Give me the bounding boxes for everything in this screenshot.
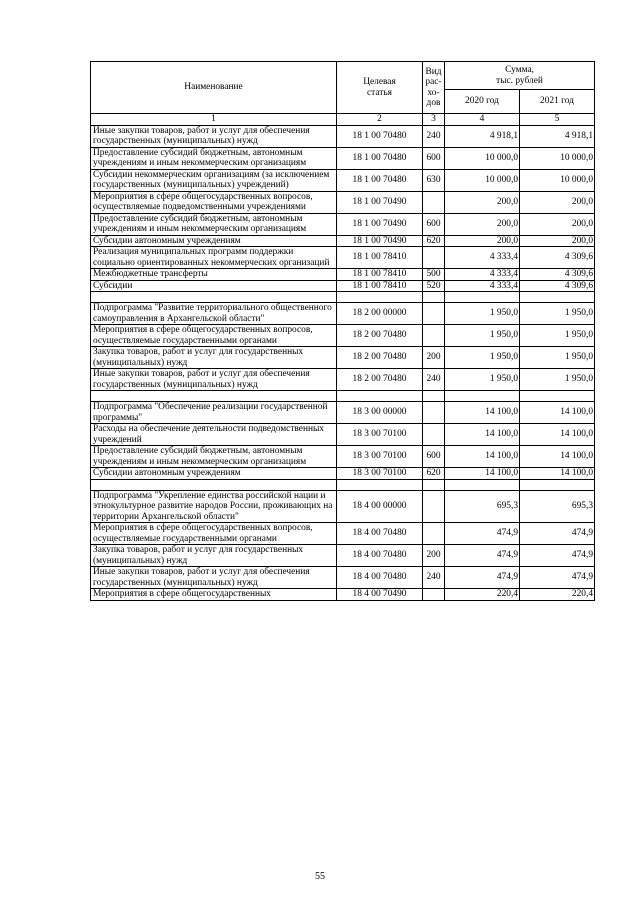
table-row xyxy=(91,269,595,281)
column-numbers-row xyxy=(91,114,595,126)
spacer-cell xyxy=(445,479,520,490)
cell-target-article: 18 1 00 70490 xyxy=(337,235,423,247)
cell-sum-2020: 14 100,0 xyxy=(445,468,520,480)
table-row xyxy=(91,325,595,347)
cell-expense-type xyxy=(423,247,445,269)
cell-target-article: 18 3 00 70100 xyxy=(337,468,423,480)
cell-target-article: 18 1 00 70490 xyxy=(337,213,423,235)
cell-sum-2021: 10 000,0 xyxy=(520,147,595,169)
cell-sum-2020: 4 333,4 xyxy=(445,247,520,269)
spacer-row xyxy=(91,292,595,303)
cell-name: Иные закупки товаров, работ и услуг для обеспечения государственных (муниципальных) нужд xyxy=(91,369,337,391)
cell-sum-2021: 14 100,0 xyxy=(520,402,595,424)
cell-name: Предоставление субсидий бюджетным, автономным учреждениям и иным некоммерческим организациям xyxy=(91,147,337,169)
table-header xyxy=(91,62,595,126)
cell-expense-type xyxy=(423,191,445,213)
cell-sum-2021: 4 918,1 xyxy=(520,125,595,147)
cell-target-article: 18 2 00 70480 xyxy=(337,369,423,391)
cell-expense-type xyxy=(423,490,445,523)
cell-target-article: 18 3 00 70100 xyxy=(337,424,423,446)
budget-table xyxy=(90,61,595,601)
cell-sum-2021: 1 950,0 xyxy=(520,303,595,325)
cell-name: Предоставление субсидий бюджетным, автономным учреждениям и иным некоммерческим организациям xyxy=(91,213,337,235)
cell-expense-type: 200 xyxy=(423,545,445,567)
cell-target-article: 18 4 00 70480 xyxy=(337,523,423,545)
spacer-cell xyxy=(91,479,337,490)
cell-expense-type: 620 xyxy=(423,235,445,247)
cell-target-article: 18 1 00 70480 xyxy=(337,125,423,147)
cell-target-article: 18 1 00 78410 xyxy=(337,247,423,269)
table-row xyxy=(91,589,595,601)
header-type-line3: хо- xyxy=(427,87,440,98)
cell-name: Иные закупки товаров, работ и услуг для обеспечения государственных (муниципальных) нужд xyxy=(91,125,337,147)
spacer-cell xyxy=(91,292,337,303)
header-target-line2: статья xyxy=(367,87,392,98)
table-row xyxy=(91,125,595,147)
cell-name: Подпрограмма "Развитие территориального общественного самоуправления в Архангельской области" xyxy=(91,303,337,325)
header-type-line1: Вид xyxy=(425,66,442,77)
cell-sum-2020: 474,9 xyxy=(445,523,520,545)
cell-expense-type: 520 xyxy=(423,280,445,292)
cell-expense-type: 240 xyxy=(423,125,445,147)
cell-sum-2021: 220,4 xyxy=(520,589,595,601)
spacer-row xyxy=(91,479,595,490)
header-sum-line1: Сумма, xyxy=(505,65,534,75)
table-row xyxy=(91,213,595,235)
subprogram-row xyxy=(91,490,595,523)
cell-target-article: 18 1 00 70490 xyxy=(337,191,423,213)
cell-sum-2021: 200,0 xyxy=(520,213,595,235)
cell-target-article: 18 2 00 00000 xyxy=(337,303,423,325)
table-row xyxy=(91,424,595,446)
header-name: Наименование xyxy=(91,62,337,114)
cell-target-article: 18 1 00 78410 xyxy=(337,280,423,292)
cell-target-article: 18 4 00 70480 xyxy=(337,545,423,567)
table-row xyxy=(91,567,595,589)
header-type-line2: рас- xyxy=(425,77,442,87)
cell-sum-2020: 10 000,0 xyxy=(445,169,520,191)
cell-sum-2021: 474,9 xyxy=(520,545,595,567)
cell-name: Субсидии автономным учреждениям xyxy=(91,468,337,480)
cell-expense-type: 240 xyxy=(423,369,445,391)
cell-sum-2020: 200,0 xyxy=(445,235,520,247)
cell-sum-2020: 14 100,0 xyxy=(445,446,520,468)
col-num-4: 4 xyxy=(445,114,520,126)
cell-target-article: 18 1 00 78410 xyxy=(337,269,423,281)
cell-sum-2020: 14 100,0 xyxy=(445,402,520,424)
cell-name: Субсидии некоммерческим организациям (за исключением государственных (муниципальных) учреждений) xyxy=(91,169,337,191)
table-row xyxy=(91,247,595,269)
page-number: 55 xyxy=(315,871,325,882)
cell-expense-type xyxy=(423,325,445,347)
cell-expense-type: 500 xyxy=(423,269,445,281)
cell-name: Закупка товаров, работ и услуг для государственных (муниципальных) нужд xyxy=(91,545,337,567)
cell-expense-type: 620 xyxy=(423,468,445,480)
table-row xyxy=(91,446,595,468)
cell-expense-type: 240 xyxy=(423,567,445,589)
header-type-line4: дов xyxy=(426,98,441,108)
spacer-cell xyxy=(337,292,423,303)
cell-sum-2020: 1 950,0 xyxy=(445,303,520,325)
cell-target-article: 18 4 00 70490 xyxy=(337,589,423,601)
spacer-cell xyxy=(423,391,445,402)
col-num-1: 1 xyxy=(91,114,337,126)
cell-sum-2021: 1 950,0 xyxy=(520,325,595,347)
header-target-article xyxy=(337,62,423,114)
cell-sum-2021: 14 100,0 xyxy=(520,424,595,446)
table-row xyxy=(91,191,595,213)
subprogram-row xyxy=(91,402,595,424)
header-year-2021: 2021 год xyxy=(520,90,595,114)
cell-sum-2020: 10 000,0 xyxy=(445,147,520,169)
header-sum xyxy=(445,62,595,90)
table-row xyxy=(91,280,595,292)
cell-name: Закупка товаров, работ и услуг для государственных (муниципальных) нужд xyxy=(91,347,337,369)
cell-expense-type xyxy=(423,589,445,601)
spacer-cell xyxy=(337,391,423,402)
spacer-cell xyxy=(445,292,520,303)
table-body xyxy=(91,125,595,600)
cell-name: Мероприятия в сфере общегосударственных вопросов, осуществляемые подведомственными учреждениями xyxy=(91,191,337,213)
spacer-cell xyxy=(423,479,445,490)
cell-sum-2020: 220,4 xyxy=(445,589,520,601)
header-year-2020: 2020 год xyxy=(445,90,520,114)
cell-sum-2021: 10 000,0 xyxy=(520,169,595,191)
cell-sum-2021: 14 100,0 xyxy=(520,446,595,468)
cell-sum-2020: 4 333,4 xyxy=(445,280,520,292)
cell-expense-type: 630 xyxy=(423,169,445,191)
cell-sum-2020: 1 950,0 xyxy=(445,347,520,369)
cell-sum-2020: 474,9 xyxy=(445,545,520,567)
cell-sum-2020: 474,9 xyxy=(445,567,520,589)
cell-sum-2021: 4 309,6 xyxy=(520,247,595,269)
cell-sum-2020: 200,0 xyxy=(445,191,520,213)
spacer-cell xyxy=(520,391,595,402)
cell-sum-2021: 200,0 xyxy=(520,191,595,213)
cell-target-article: 18 4 00 70480 xyxy=(337,567,423,589)
cell-name: Реализация муниципальных программ поддержки социально ориентированных некоммерческих организаций xyxy=(91,247,337,269)
spacer-cell xyxy=(445,391,520,402)
cell-target-article: 18 4 00 00000 xyxy=(337,490,423,523)
table-row xyxy=(91,147,595,169)
cell-sum-2020: 14 100,0 xyxy=(445,424,520,446)
spacer-cell xyxy=(520,479,595,490)
cell-expense-type: 600 xyxy=(423,213,445,235)
spacer-cell xyxy=(337,479,423,490)
cell-name: Предоставление субсидий бюджетным, автономным учреждениям и иным некоммерческим организациям xyxy=(91,446,337,468)
cell-name: Иные закупки товаров, работ и услуг для обеспечения государственных (муниципальных) нужд xyxy=(91,567,337,589)
table-row xyxy=(91,369,595,391)
col-num-5: 5 xyxy=(520,114,595,126)
header-expense-type xyxy=(423,62,445,114)
cell-sum-2021: 474,9 xyxy=(520,523,595,545)
cell-name: Субсидии xyxy=(91,280,337,292)
table-row xyxy=(91,468,595,480)
cell-expense-type xyxy=(423,523,445,545)
cell-sum-2021: 200,0 xyxy=(520,235,595,247)
cell-sum-2020: 695,3 xyxy=(445,490,520,523)
cell-expense-type xyxy=(423,303,445,325)
cell-sum-2020: 1 950,0 xyxy=(445,369,520,391)
cell-sum-2021: 4 309,6 xyxy=(520,280,595,292)
cell-expense-type: 600 xyxy=(423,147,445,169)
cell-sum-2021: 1 950,0 xyxy=(520,347,595,369)
cell-sum-2021: 474,9 xyxy=(520,567,595,589)
cell-target-article: 18 3 00 00000 xyxy=(337,402,423,424)
table-row xyxy=(91,545,595,567)
header-target-line1: Целевая xyxy=(363,77,396,87)
cell-name: Мероприятия в сфере общегосударственных xyxy=(91,589,337,601)
cell-name: Подпрограмма "Укрепление единства российской нации и этнокультурное развитие народов России, проживающих на территории Архангельской области" xyxy=(91,490,337,523)
spacer-row xyxy=(91,391,595,402)
spacer-cell xyxy=(520,292,595,303)
cell-name: Расходы на обеспечение деятельности подведомственных учреждений xyxy=(91,424,337,446)
cell-name: Мероприятия в сфере общегосударственных вопросов, осуществляемые государственными органами xyxy=(91,523,337,545)
cell-sum-2021: 4 309,6 xyxy=(520,269,595,281)
table-row xyxy=(91,347,595,369)
cell-sum-2021: 14 100,0 xyxy=(520,468,595,480)
cell-name: Мероприятия в сфере общегосударственных вопросов, осуществляемые государственными органами xyxy=(91,325,337,347)
cell-target-article: 18 3 00 70100 xyxy=(337,446,423,468)
cell-name: Межбюджетные трансферты xyxy=(91,269,337,281)
cell-sum-2021: 1 950,0 xyxy=(520,369,595,391)
spacer-cell xyxy=(423,292,445,303)
table-row xyxy=(91,169,595,191)
cell-expense-type xyxy=(423,402,445,424)
subprogram-row xyxy=(91,303,595,325)
cell-target-article: 18 2 00 70480 xyxy=(337,325,423,347)
cell-sum-2020: 200,0 xyxy=(445,213,520,235)
table-row xyxy=(91,523,595,545)
cell-expense-type: 200 xyxy=(423,347,445,369)
table-row xyxy=(91,235,595,247)
cell-name: Субсидии автономным учреждениям xyxy=(91,235,337,247)
spacer-cell xyxy=(91,391,337,402)
cell-target-article: 18 2 00 70480 xyxy=(337,347,423,369)
cell-sum-2020: 1 950,0 xyxy=(445,325,520,347)
cell-expense-type xyxy=(423,424,445,446)
cell-sum-2020: 4 333,4 xyxy=(445,269,520,281)
header-sum-line2: тыс. рублей xyxy=(496,75,543,86)
col-num-2: 2 xyxy=(337,114,423,126)
cell-target-article: 18 1 00 70480 xyxy=(337,169,423,191)
col-num-3: 3 xyxy=(423,114,445,126)
cell-expense-type: 600 xyxy=(423,446,445,468)
cell-name: Подпрограмма "Обеспечение реализации государственной программы" xyxy=(91,402,337,424)
cell-sum-2020: 4 918,1 xyxy=(445,125,520,147)
cell-sum-2021: 695,3 xyxy=(520,490,595,523)
cell-target-article: 18 1 00 70480 xyxy=(337,147,423,169)
